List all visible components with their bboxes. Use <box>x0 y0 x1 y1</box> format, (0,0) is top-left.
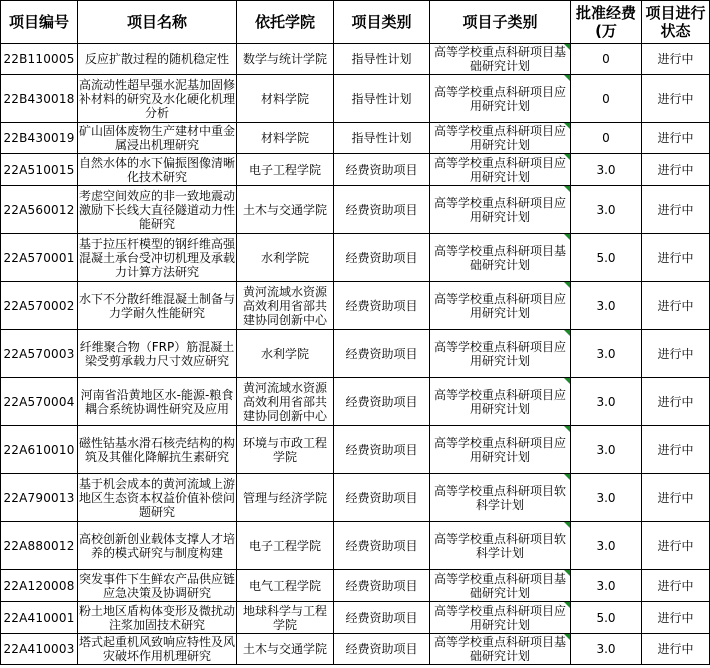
cell-subcategory <box>430 44 571 75</box>
cell-subcategory <box>430 378 571 426</box>
cell-code: 22A570001 <box>1 234 78 282</box>
cell-college: 水利学院 <box>237 330 334 378</box>
comment-marker-icon <box>564 234 570 240</box>
table-row <box>1 282 710 330</box>
cell-category: 经费资助项目 <box>334 474 430 522</box>
cell-name: 反应扩散过程的随机稳定性 <box>78 44 237 75</box>
cell-funding: 3.0 <box>571 282 642 330</box>
cell-subcategory <box>430 634 571 665</box>
table-row <box>1 234 710 282</box>
comment-marker-icon <box>564 75 570 81</box>
cell-subcategory <box>430 154 571 186</box>
cell-status: 进行中 <box>642 634 710 665</box>
cell-funding: 3.0 <box>571 378 642 426</box>
cell-subcategory <box>430 123 571 154</box>
header-row <box>1 1 710 44</box>
cell-category: 经费资助项目 <box>334 234 430 282</box>
cell-status: 进行中 <box>642 123 710 154</box>
comment-marker-icon <box>564 282 570 288</box>
cell-funding: 3.0 <box>571 522 642 570</box>
cell-status: 进行中 <box>642 44 710 75</box>
cell-college: 数学与统计学院 <box>237 44 334 75</box>
cell-category: 经费资助项目 <box>334 570 430 602</box>
cell-code: 22B430019 <box>1 123 78 154</box>
cell-subcategory <box>430 330 571 378</box>
cell-status: 进行中 <box>642 602 710 634</box>
cell-code: 22A410003 <box>1 634 78 665</box>
cell-category: 经费资助项目 <box>334 634 430 665</box>
cell-code: 22A790013 <box>1 474 78 522</box>
cell-funding: 5.0 <box>571 602 642 634</box>
cell-category: 经费资助项目 <box>334 378 430 426</box>
cell-name: 高流动性超早强水泥基加固修补材料的研究及水化硬化机理分析 <box>78 75 237 123</box>
cell-college: 电气工程学院 <box>237 570 334 602</box>
comment-marker-icon <box>564 123 570 129</box>
cell-name: 磁性钴基水滑石核壳结构的构筑及其催化降解抗生素研究 <box>78 426 237 474</box>
cell-college: 黄河流域水资源高效利用省部共建协同创新中心 <box>237 282 334 330</box>
comment-marker-icon <box>564 330 570 336</box>
cell-subcategory <box>430 522 571 570</box>
subcategory-text: 高等学校重点科研项目应用研究计划 <box>433 387 566 416</box>
cell-category: 经费资助项目 <box>334 330 430 378</box>
cell-subcategory <box>430 75 571 123</box>
cell-status: 进行中 <box>642 330 710 378</box>
table-row <box>1 570 710 602</box>
subcategory-text: 高等学校重点科研项目应用研究计划 <box>433 155 566 184</box>
cell-name: 突发事件下生鲜农产品供应链应急决策及协调研究 <box>79 571 236 600</box>
cell-status: 进行中 <box>642 154 710 186</box>
cell-name: 纤维聚合物（FRP）筋混凝土梁受剪承载力尺寸效应研究 <box>78 330 237 378</box>
cell-subcategory <box>430 186 571 234</box>
cell-code: 22A570004 <box>1 378 78 426</box>
subcategory-text: 高等学校重点科研项目基础研究计划 <box>433 635 566 663</box>
cell-subcategory <box>430 570 571 602</box>
subcategory-text: 高等学校重点科研项目基础研究计划 <box>433 45 566 73</box>
cell-status: 进行中 <box>642 378 710 426</box>
subcategory-text: 高等学校重点科研项目应用研究计划 <box>433 339 566 368</box>
cell-name: 高校创新创业载体支撑人才培养的模式研究与制度构建 <box>78 522 237 570</box>
cell-name: 基于拉压杆模型的钢纤维高强混凝土承台受冲切机理及承载力计算方法研究 <box>78 234 237 282</box>
cell-funding: 5.0 <box>571 234 642 282</box>
cell-subcategory <box>430 282 571 330</box>
subcategory-text: 高等学校重点科研项目应用研究计划 <box>433 84 566 113</box>
cell-name: 自然水体的水下偏振图像清晰化技术研究 <box>79 155 236 184</box>
table-row <box>1 186 710 234</box>
header-subcategory: 项目子类别 <box>430 1 571 44</box>
cell-college: 水利学院 <box>237 234 334 282</box>
cell-subcategory <box>430 474 571 522</box>
table-row <box>1 602 710 634</box>
cell-status: 进行中 <box>642 234 710 282</box>
table-row <box>1 123 710 154</box>
cell-code: 22A510015 <box>1 154 78 186</box>
cell-status: 进行中 <box>642 282 710 330</box>
cell-name: 基于机会成本的黄河流域上游地区生态资本权益价值补偿问题研究 <box>78 474 237 522</box>
cell-category: 指导性计划 <box>334 44 430 75</box>
cell-college: 黄河流域水资源高效利用省部共建协同创新中心 <box>237 378 334 426</box>
table-row <box>1 330 710 378</box>
cell-code: 22A120008 <box>1 570 78 602</box>
cell-status: 进行中 <box>642 522 710 570</box>
cell-name: 水下不分散纤维混凝土制备与力学耐久性能研究 <box>78 282 237 330</box>
comment-marker-icon <box>564 378 570 384</box>
cell-category: 经费资助项目 <box>334 522 430 570</box>
cell-college: 电子工程学院 <box>237 154 334 186</box>
cell-category: 经费资助项目 <box>334 154 430 186</box>
cell-college: 管理与经济学院 <box>237 474 334 522</box>
cell-code: 22A570003 <box>1 330 78 378</box>
comment-marker-icon <box>564 602 570 608</box>
cell-funding: 0 <box>571 75 642 123</box>
cell-funding: 0 <box>571 44 642 75</box>
table-row <box>1 634 710 665</box>
cell-category: 经费资助项目 <box>334 602 430 634</box>
cell-code: 22B430018 <box>1 75 78 123</box>
comment-marker-icon <box>564 522 570 528</box>
cell-category: 指导性计划 <box>334 75 430 123</box>
cell-college: 地球科学与工程学院 <box>237 602 334 634</box>
table-row <box>1 44 710 75</box>
table-row <box>1 522 710 570</box>
comment-marker-icon <box>564 154 570 160</box>
cell-college: 土木与交通学院 <box>237 186 334 234</box>
cell-code: 22A410001 <box>1 602 78 634</box>
cell-status: 进行中 <box>642 426 710 474</box>
cell-code: 22A560012 <box>1 186 78 234</box>
cell-funding: 3.0 <box>571 474 642 522</box>
header-funding: 批准经费(万 <box>571 1 642 44</box>
comment-marker-icon <box>564 426 570 432</box>
header-college: 依托学院 <box>237 1 334 44</box>
cell-funding: 3.0 <box>571 186 642 234</box>
comment-marker-icon <box>564 634 570 640</box>
comment-marker-icon <box>564 44 570 50</box>
cell-status: 进行中 <box>642 186 710 234</box>
header-category: 项目类别 <box>334 1 430 44</box>
cell-category: 指导性计划 <box>334 123 430 154</box>
cell-status: 进行中 <box>642 570 710 602</box>
cell-name: 河南省沿黄地区水-能源-粮食耦合系统协调性研究及应用 <box>78 378 237 426</box>
cell-name: 粉土地区盾构体变形及微扰动注浆加固技术研究 <box>79 603 236 632</box>
comment-marker-icon <box>564 186 570 192</box>
cell-subcategory <box>430 234 571 282</box>
cell-category: 经费资助项目 <box>334 426 430 474</box>
cell-name: 矿山固体废物生产建材中重金属浸出机理研究 <box>79 124 236 152</box>
cell-code: 22A880012 <box>1 522 78 570</box>
cell-college: 材料学院 <box>237 75 334 123</box>
cell-funding: 3.0 <box>571 330 642 378</box>
table-row <box>1 75 710 123</box>
cell-name: 考虑空间效应的非一致地震动激励下长线大直径隧道动力性能研究 <box>78 186 237 234</box>
header-project-name: 项目名称 <box>78 1 237 44</box>
cell-funding: 3.0 <box>571 634 642 665</box>
cell-code: 22A570002 <box>1 282 78 330</box>
subcategory-text: 高等学校重点科研项目软科学计划 <box>433 531 566 560</box>
subcategory-text: 高等学校重点科研项目应用研究计划 <box>433 195 566 224</box>
cell-subcategory <box>430 602 571 634</box>
cell-college: 材料学院 <box>237 123 334 154</box>
cell-subcategory <box>430 426 571 474</box>
cell-category: 经费资助项目 <box>334 186 430 234</box>
header-status: 项目进行状态 <box>642 1 710 44</box>
cell-status: 进行中 <box>642 75 710 123</box>
cell-college: 环境与市政工程学院 <box>237 426 334 474</box>
subcategory-text: 高等学校重点科研项目应用研究计划 <box>433 124 566 152</box>
cell-funding: 0 <box>571 123 642 154</box>
subcategory-text: 高等学校重点科研项目基础研究计划 <box>433 571 566 600</box>
cell-category: 经费资助项目 <box>334 282 430 330</box>
cell-college: 土木与交通学院 <box>237 634 334 665</box>
subcategory-text: 高等学校重点科研项目应用研究计划 <box>433 291 566 320</box>
subcategory-text: 高等学校重点科研项目软科学计划 <box>433 483 566 512</box>
cell-college: 电子工程学院 <box>237 522 334 570</box>
cell-code: 22B110005 <box>1 44 78 75</box>
cell-name: 塔式起重机风致响应特性及风灾破坏作用机理研究 <box>79 635 236 663</box>
comment-marker-icon <box>564 570 570 576</box>
comment-marker-icon <box>564 474 570 480</box>
cell-funding: 3.0 <box>571 426 642 474</box>
table-row <box>1 426 710 474</box>
subcategory-text: 高等学校重点科研项目应用研究计划 <box>433 435 566 464</box>
cell-funding: 3.0 <box>571 570 642 602</box>
table-row <box>1 474 710 522</box>
cell-code: 22A610010 <box>1 426 78 474</box>
subcategory-text: 高等学校重点科研项目应用研究计划 <box>433 603 566 632</box>
cell-funding: 3.0 <box>571 154 642 186</box>
table-row <box>1 378 710 426</box>
subcategory-text: 高等学校重点科研项目基础研究计划 <box>433 243 566 272</box>
header-project-code: 项目编号 <box>1 1 78 44</box>
cell-status: 进行中 <box>642 474 710 522</box>
table-row <box>1 154 710 186</box>
